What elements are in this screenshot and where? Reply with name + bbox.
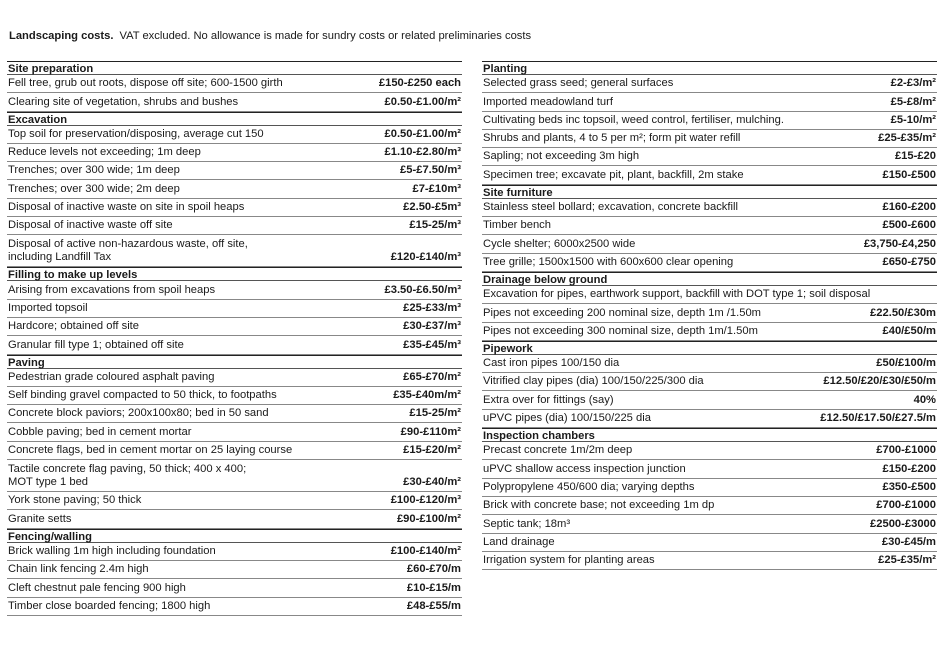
item-price: £25-£35/m² <box>878 554 936 567</box>
table-row <box>482 323 937 341</box>
table-row <box>7 423 462 441</box>
item-price: £30-£37/m³ <box>403 320 461 333</box>
table-row <box>7 318 462 336</box>
section-heading-inspection-chambers: Inspection chambers <box>482 428 937 442</box>
item-price: £12.50/£20/£30/£50/m <box>823 375 936 388</box>
table-row <box>7 144 462 162</box>
item-description: Cycle shelter; 6000x2500 wide <box>483 237 636 250</box>
item-description: Irrigation system for planting areas <box>483 554 655 567</box>
item-description: Tactile concrete flag paving, 50 thick; 400 x 400; MOT type 1 bed <box>8 463 247 489</box>
item-description: Timber bench <box>483 219 551 232</box>
item-price: £3.50-£6.50/m³ <box>384 283 461 296</box>
item-description: Fell tree, grub out roots, dispose off site; 600-1500 girth <box>8 77 283 90</box>
item-description: Cleft chestnut pale fencing 900 high <box>8 581 186 594</box>
table-row <box>7 387 462 405</box>
item-price: £1.10-£2.80/m³ <box>384 146 461 159</box>
item-price: £150-£500 <box>882 168 936 181</box>
item-description: Sapling; not exceeding 3m high <box>483 150 640 163</box>
table-row <box>7 598 462 616</box>
section-heading-fencing-walling: Fencing/walling <box>7 529 462 543</box>
table-row <box>7 126 462 144</box>
left-column <box>7 61 462 616</box>
item-price: £5-£8/m² <box>890 95 936 108</box>
item-price: £15-£20 <box>894 150 936 163</box>
item-description: uPVC pipes (dia) 100/150/225 dia <box>483 412 651 425</box>
item-price: £10-£15/m <box>406 581 461 594</box>
item-description: Excavation for pipes, earthwork support, backfill with DOT type 1; soil disposal <box>483 288 871 301</box>
table-row <box>482 497 937 515</box>
table-row <box>482 112 937 130</box>
table-row <box>482 254 937 272</box>
item-description: Top soil for preservation/disposing, average cut 150 <box>8 127 264 140</box>
table-row <box>7 543 462 561</box>
item-description: Precast concrete 1m/2m deep <box>483 444 633 457</box>
table-row <box>482 217 937 235</box>
item-description: Clearing site of vegetation, shrubs and bushes <box>8 95 239 108</box>
item-description: Pedestrian grade coloured asphalt paving <box>8 370 215 383</box>
item-price: £30-£45/m <box>881 535 936 548</box>
item-price: £35-£40m/m² <box>393 389 461 402</box>
item-description: Pipes not exceeding 300 nominal size, depth 1m/1.50m <box>483 324 758 337</box>
section-heading-pipework: Pipework <box>482 341 937 355</box>
item-description: Stainless steel bollard; excavation, concrete backfill <box>483 201 738 214</box>
item-description: Granite setts <box>8 512 72 525</box>
item-description: Timber close boarded fencing; 1800 high <box>8 599 211 612</box>
table-row <box>482 460 937 478</box>
item-price: £25-£33/m³ <box>403 301 461 314</box>
table-row <box>482 75 937 93</box>
item-description: Imported topsoil <box>8 301 88 314</box>
table-row <box>7 180 462 198</box>
item-description: Imported meadowland turf <box>483 95 613 108</box>
item-price: £40/£50/m <box>882 324 936 337</box>
item-price: £2.50-£5m³ <box>403 201 461 214</box>
item-price: £90-£100/m² <box>396 512 461 525</box>
item-price: £35-£45/m³ <box>403 338 461 351</box>
item-description: Cultivating beds inc topsoil, weed control, fertiliser, mulching. <box>483 113 784 126</box>
table-row <box>482 410 937 428</box>
table-row <box>7 235 462 267</box>
item-price: £65-£70/m² <box>403 370 461 383</box>
item-description: Polypropylene 450/600 dia; varying depths <box>483 480 695 493</box>
table-row <box>482 391 937 409</box>
table-row <box>482 534 937 552</box>
item-description: York stone paving; 50 thick <box>8 494 142 507</box>
right-column <box>482 61 937 570</box>
item-price: £12.50/£17.50/£27.5/m <box>820 412 936 425</box>
table-row <box>482 130 937 148</box>
section-heading-drainage-below-ground: Drainage below ground <box>482 272 937 286</box>
item-description: Arising from excavations from spoil heaps <box>8 283 216 296</box>
item-price: £100-£140/m² <box>390 544 461 557</box>
title-rest: VAT excluded. No allowance is made for sundry costs or related preliminaries costs <box>119 30 532 42</box>
item-price: £15-25/m² <box>409 407 461 420</box>
table-row <box>7 492 462 510</box>
item-description: Extra over for fittings (say) <box>483 393 614 406</box>
item-price: £650-£750 <box>882 255 936 268</box>
item-price: £90-£110m² <box>400 425 461 438</box>
item-price: £50/£100/m <box>876 357 936 370</box>
item-description: Concrete flags, bed in cement mortar on 25 laying course <box>8 444 293 457</box>
table-row <box>7 510 462 528</box>
table-row <box>7 405 462 423</box>
table-row <box>7 336 462 354</box>
table-row <box>482 235 937 253</box>
item-description: Shrubs and plants, 4 to 5 per m²; form pit water refill <box>483 132 741 145</box>
table-row <box>7 217 462 235</box>
item-description: Specimen tree; excavate pit, plant, backfill, 2m stake <box>483 168 744 181</box>
section-heading-excavation: Excavation <box>7 112 462 126</box>
item-price: 40% <box>913 393 936 406</box>
item-price: £160-£200 <box>882 201 936 214</box>
item-price: £2-£3/m² <box>890 77 936 90</box>
item-price: £25-£35/m² <box>878 132 936 145</box>
table-row <box>482 304 937 322</box>
table-row <box>7 281 462 299</box>
table-row <box>7 369 462 387</box>
item-price: £2500-£3000 <box>870 517 936 530</box>
table-row <box>482 199 937 217</box>
item-price: £500-£600 <box>882 219 936 232</box>
item-description: Pipes not exceeding 200 nominal size, depth 1m /1.50m <box>483 306 761 319</box>
item-price: £48-£55/m <box>406 599 461 612</box>
table-row <box>482 355 937 373</box>
table-row <box>482 515 937 533</box>
item-price: £15-£20/m² <box>403 444 461 457</box>
title-bold: Landscaping costs. <box>9 30 114 42</box>
table-row <box>482 286 937 304</box>
item-price: £700-£1000 <box>876 444 936 457</box>
table-row <box>482 148 937 166</box>
item-description: Hardcore; obtained off site <box>8 320 140 333</box>
table-row <box>7 561 462 579</box>
table-row <box>482 479 937 497</box>
item-price: £150-£250 each <box>378 77 461 90</box>
item-description: Reduce levels not exceeding; 1m deep <box>8 146 201 159</box>
item-price: £350-£500 <box>882 480 936 493</box>
item-price: £700-£1000 <box>876 499 936 512</box>
item-price: £30-£40/m² <box>403 476 461 489</box>
item-description: Septic tank; 18m³ <box>483 517 571 530</box>
item-description: Brick with concrete base; not exceeding 1m dp <box>483 499 715 512</box>
section-heading-paving: Paving <box>7 355 462 369</box>
item-description: Granular fill type 1; obtained off site <box>8 338 184 351</box>
table-row <box>482 373 937 391</box>
table-row <box>7 199 462 217</box>
item-description: Brick walling 1m high including foundation <box>8 544 216 557</box>
item-price: £22.50/£30m <box>870 306 936 319</box>
table-row <box>7 442 462 460</box>
item-description: Disposal of inactive waste off site <box>8 219 173 232</box>
item-description: Cobble paving; bed in cement mortar <box>8 425 192 438</box>
page-title <box>9 30 531 42</box>
table-row <box>482 166 937 184</box>
item-price: £120-£140/m³ <box>390 251 461 264</box>
item-price: £150-£200 <box>882 462 936 475</box>
item-price: £60-£70/m <box>406 563 461 576</box>
item-price: £0.50-£1.00/m² <box>384 127 461 140</box>
table-row <box>482 93 937 111</box>
table-row <box>7 579 462 597</box>
table-row <box>482 552 937 570</box>
section-heading-planting: Planting <box>482 61 937 75</box>
item-price: £0.50-£1.00/m² <box>384 95 461 108</box>
item-description: Disposal of inactive waste on site in spoil heaps <box>8 201 245 214</box>
item-price: £100-£120/m³ <box>390 494 461 507</box>
table-row <box>7 93 462 111</box>
section-heading-filling-to-make-up-levels: Filling to make up levels <box>7 267 462 281</box>
table-row <box>7 300 462 318</box>
item-description: uPVC shallow access inspection junction <box>483 462 686 475</box>
item-price: £7-£10m³ <box>412 182 461 195</box>
item-description: Land drainage <box>483 535 555 548</box>
table-row <box>482 442 937 460</box>
item-description: Self binding gravel compacted to 50 thick, to footpaths <box>8 389 277 402</box>
item-description: Trenches; over 300 wide; 2m deep <box>8 182 180 195</box>
table-row <box>7 460 462 492</box>
table-row <box>7 75 462 93</box>
item-description: Disposal of active non-hazardous waste, off site, including Landfill Tax <box>8 238 248 264</box>
item-description: Cast iron pipes 100/150 dia <box>483 357 620 370</box>
item-description: Trenches; over 300 wide; 1m deep <box>8 164 180 177</box>
item-description: Selected grass seed; general surfaces <box>483 77 674 90</box>
item-description: Concrete block paviors; 200x100x80; bed in 50 sand <box>8 407 269 420</box>
section-heading-site-preparation: Site preparation <box>7 61 462 75</box>
item-price: £5-10/m² <box>890 113 936 126</box>
item-description: Vitrified clay pipes (dia) 100/150/225/300 dia <box>483 375 704 388</box>
section-heading-site-furniture: Site furniture <box>482 185 937 199</box>
item-description: Tree grille; 1500x1500 with 600x600 clear opening <box>483 255 734 268</box>
item-price: £5-£7.50/m³ <box>400 164 461 177</box>
table-row <box>7 162 462 180</box>
item-description: Chain link fencing 2.4m high <box>8 563 149 576</box>
item-price: £3,750-£4,250 <box>863 237 936 250</box>
item-price: £15-25/m³ <box>409 219 461 232</box>
